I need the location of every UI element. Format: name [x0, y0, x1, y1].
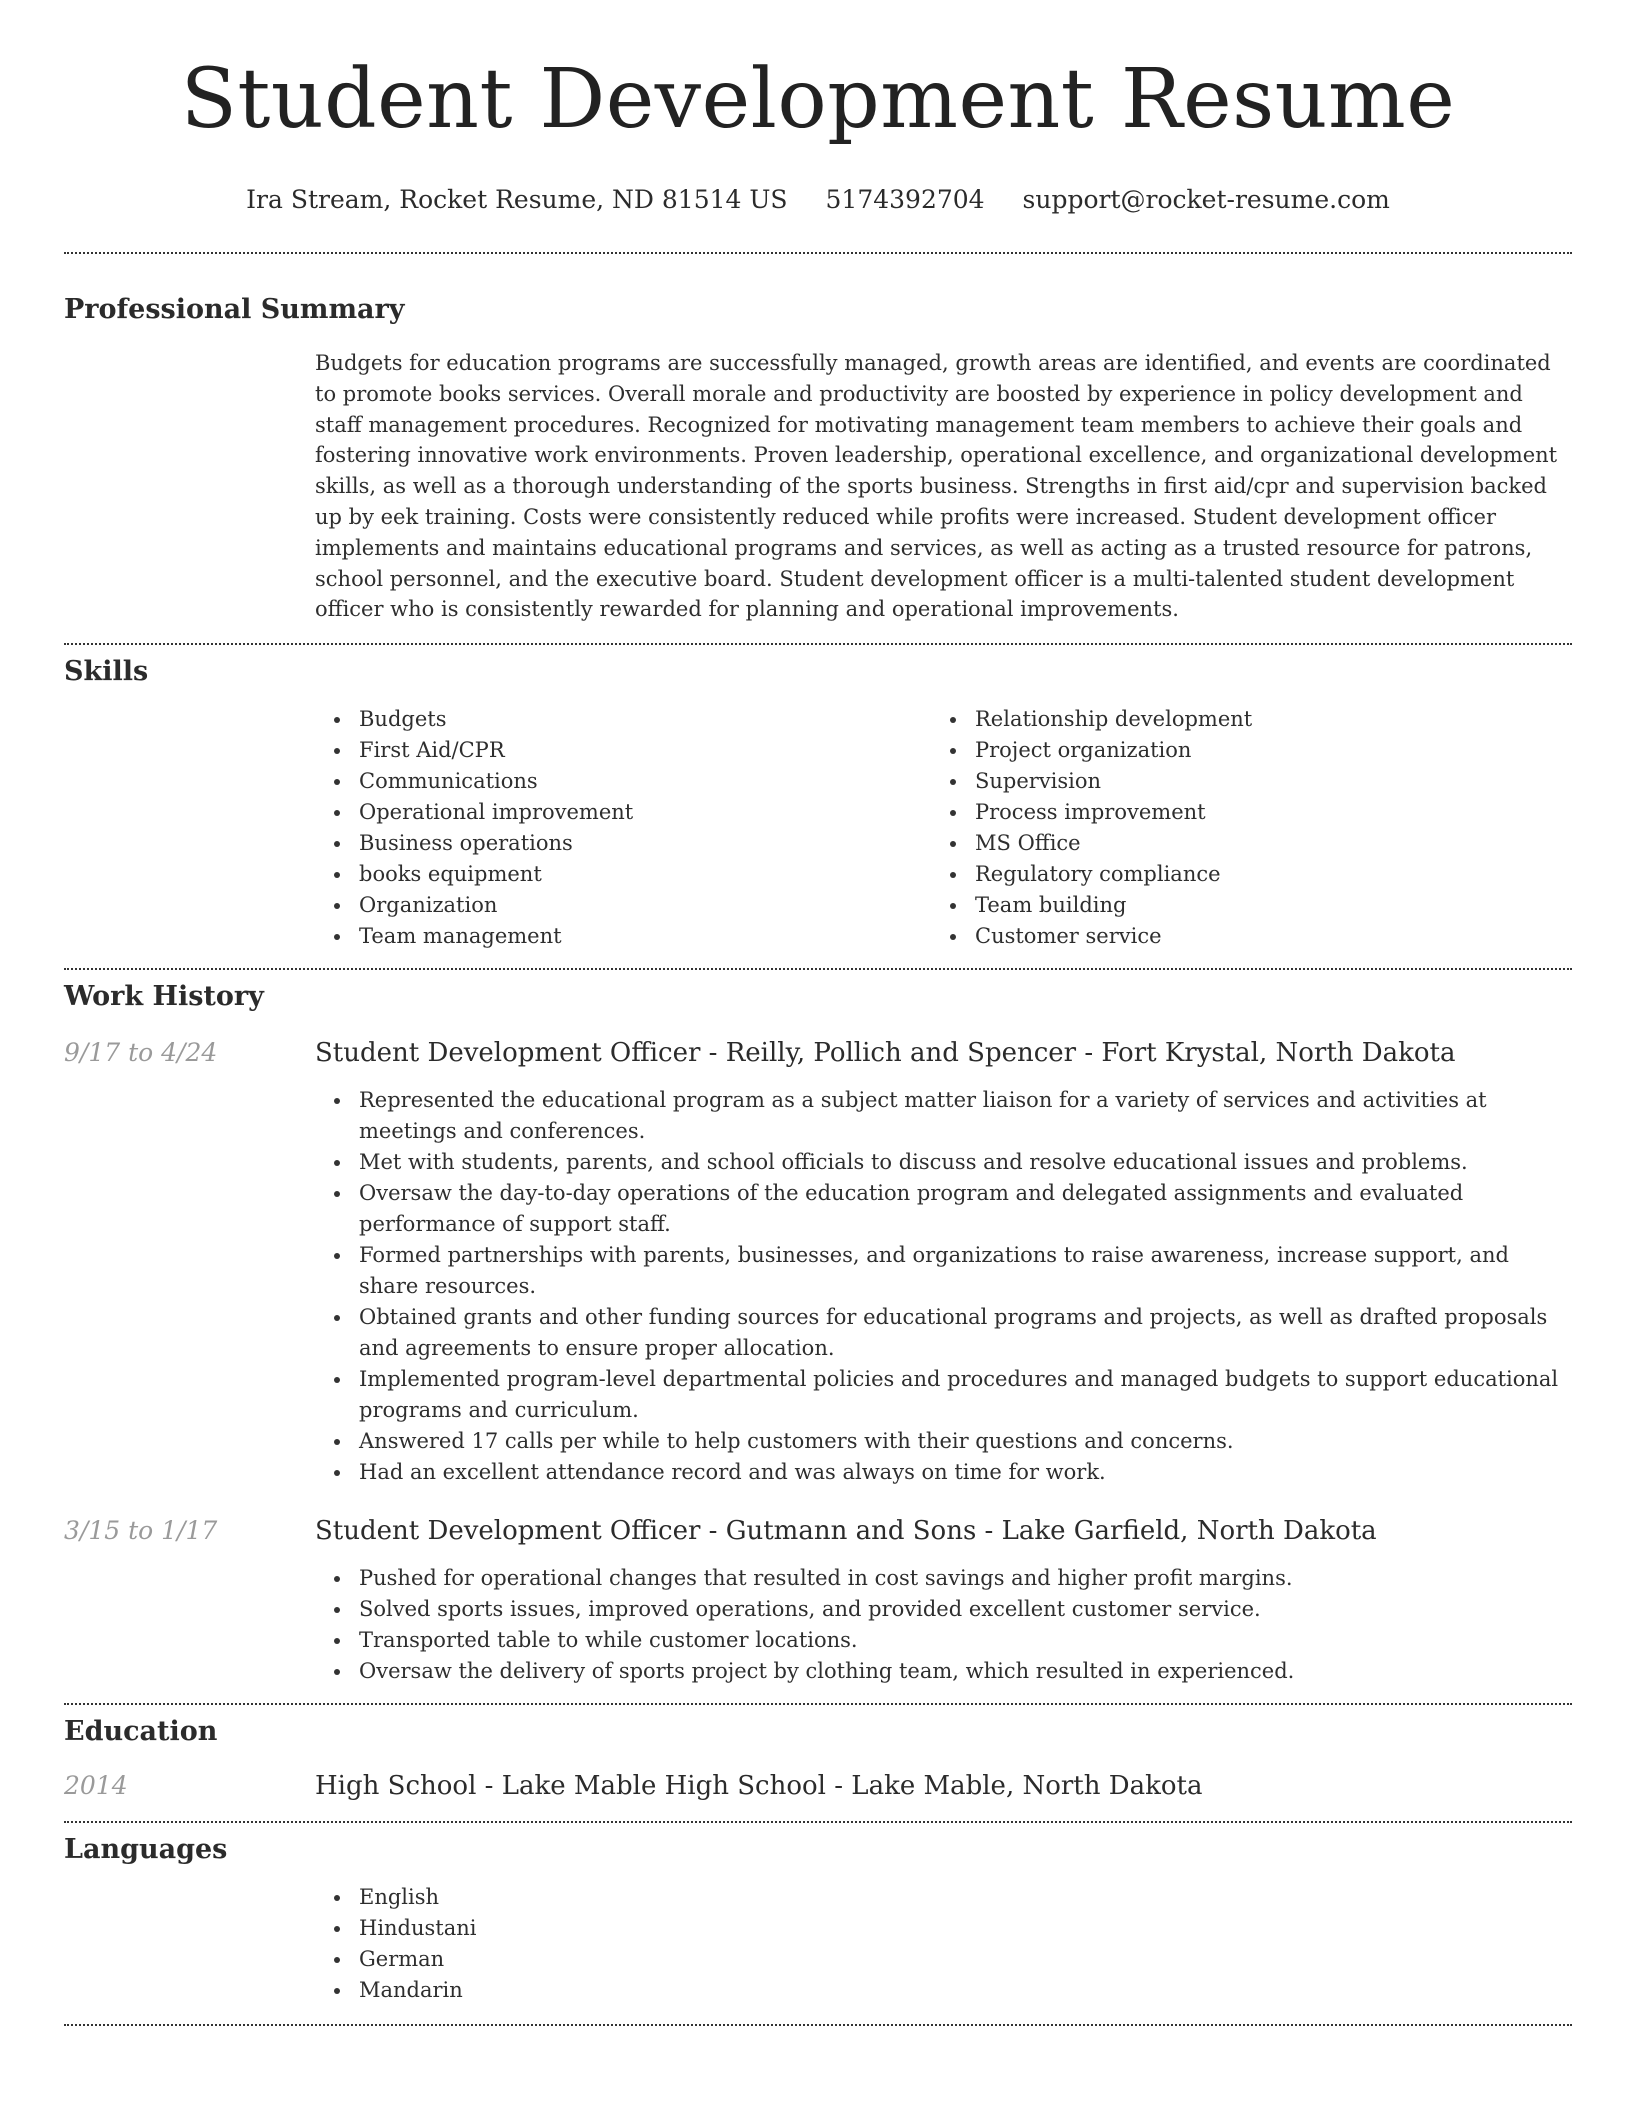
skills-column-left	[315, 704, 931, 952]
job-dates: 3/15 to 1/17	[64, 1516, 218, 1546]
education-entry	[64, 1769, 1572, 1803]
skill-item: Customer service	[931, 921, 1547, 952]
contact-line	[64, 184, 1572, 216]
language-item: Mandarin	[315, 1975, 1572, 2006]
summary-text: Budgets for education programs are successfully managed, growth areas are identified, and events are coordinated to promote books services. Overall morale and productivity are boosted by experience in policy development and staff management procedures. Recognized for motivating management team members to achieve their goals and fostering innovative work environments. Proven leadership, operational excellence, and organizational development skills, as well as a thorough understanding of the sports business. Strengths in first aid/cpr and supervision backed up by eek training. Costs were consistently reduced while profits were increased. Student development officer implements and maintains educational programs and services, as well as acting as a trusted resource for patrons, school personnel, and the executive board. Student development officer is a multi-talented student development officer who is consistently rewarded for planning and operational improvements.	[315, 351, 1558, 622]
skill-item: Communications	[315, 766, 931, 797]
job-duty: Had an excellent attendance record and was always on time for work.	[315, 1457, 1572, 1488]
job-duties	[315, 1085, 1572, 1488]
education-title: High School - Lake Mable High School - Lake Mable, North Dakota	[315, 1771, 1203, 1802]
skill-item: Operational improvement	[315, 797, 931, 828]
contact-address: Ira Stream, Rocket Resume, ND 81514 US	[246, 185, 788, 214]
job-duty: Met with students, parents, and school officials to discuss and resolve educational issues and problems.	[315, 1147, 1572, 1178]
skills-heading: Skills	[64, 656, 149, 688]
divider	[64, 252, 1572, 254]
job-title: Student Development Officer - Reilly, Pollich and Spencer - Fort Krystal, North Dakota	[315, 1038, 1456, 1069]
skill-item: MS Office	[931, 828, 1547, 859]
divider	[64, 1703, 1572, 1705]
divider	[64, 968, 1572, 970]
language-item: Hindustani	[315, 1913, 1572, 1944]
language-item: German	[315, 1944, 1572, 1975]
skill-item: Supervision	[931, 766, 1547, 797]
job-duty: Solved sports issues, improved operations, and provided excellent customer service.	[315, 1594, 1572, 1625]
skill-item: Budgets	[315, 704, 931, 735]
skill-item: Team management	[315, 921, 931, 952]
job-header	[64, 1036, 1572, 1070]
education-heading: Education	[64, 1716, 218, 1748]
languages-heading: Languages	[64, 1834, 228, 1866]
job-duty: Oversaw the delivery of sports project by clothing team, which resulted in experienced.	[315, 1656, 1572, 1687]
divider	[64, 2024, 1572, 2026]
job-duty: Transported table to while customer locations.	[315, 1625, 1572, 1656]
skill-item: Business operations	[315, 828, 931, 859]
skill-item: First Aid/CPR	[315, 735, 931, 766]
divider	[64, 643, 1572, 645]
resume-title: Student Development Resume	[180, 52, 1456, 147]
job-duty: Answered 17 calls per while to help customers with their questions and concerns.	[315, 1426, 1572, 1457]
skill-item: Organization	[315, 890, 931, 921]
contact-phone: 5174392704	[825, 185, 985, 214]
skill-item: books equipment	[315, 859, 931, 890]
skill-item: Team building	[931, 890, 1547, 921]
job-duty: Pushed for operational changes that resulted in cost savings and higher profit margins.	[315, 1563, 1572, 1594]
contact-email: support@rocket-resume.com	[1022, 185, 1390, 214]
job-header	[64, 1514, 1572, 1548]
job-duty: Formed partnerships with parents, businesses, and organizations to raise awareness, increase support, and share resources.	[315, 1240, 1572, 1302]
job-duty: Represented the educational program as a subject matter liaison for a variety of services and activities at meetings and conferences.	[315, 1085, 1572, 1147]
job-title: Student Development Officer - Gutmann and Sons - Lake Garfield, North Dakota	[315, 1516, 1377, 1547]
job-duty: Implemented program-level departmental policies and procedures and managed budgets to support educational programs and curriculum.	[315, 1364, 1572, 1426]
skill-item: Relationship development	[931, 704, 1547, 735]
skills-column-right	[931, 704, 1547, 952]
summary-heading: Professional Summary	[64, 294, 405, 325]
work-heading: Work History	[64, 981, 264, 1013]
job-duty: Obtained grants and other funding sources for educational programs and projects, as well as drafted proposals and agreements to ensure proper allocation.	[315, 1302, 1572, 1364]
education-year: 2014	[64, 1771, 128, 1801]
resume-page	[64, 0, 1572, 2026]
skill-item: Process improvement	[931, 797, 1547, 828]
skill-item: Regulatory compliance	[931, 859, 1547, 890]
language-item: English	[315, 1882, 1572, 1913]
divider	[64, 1821, 1572, 1823]
languages-list	[315, 1882, 1572, 2006]
skill-item: Project organization	[931, 735, 1547, 766]
skills-list	[315, 704, 1572, 952]
job-dates: 9/17 to 4/24	[64, 1038, 218, 1068]
job-duty: Oversaw the day-to-day operations of the education program and delegated assignments and evaluated performance of support staff.	[315, 1178, 1572, 1240]
job-duties	[315, 1563, 1572, 1687]
